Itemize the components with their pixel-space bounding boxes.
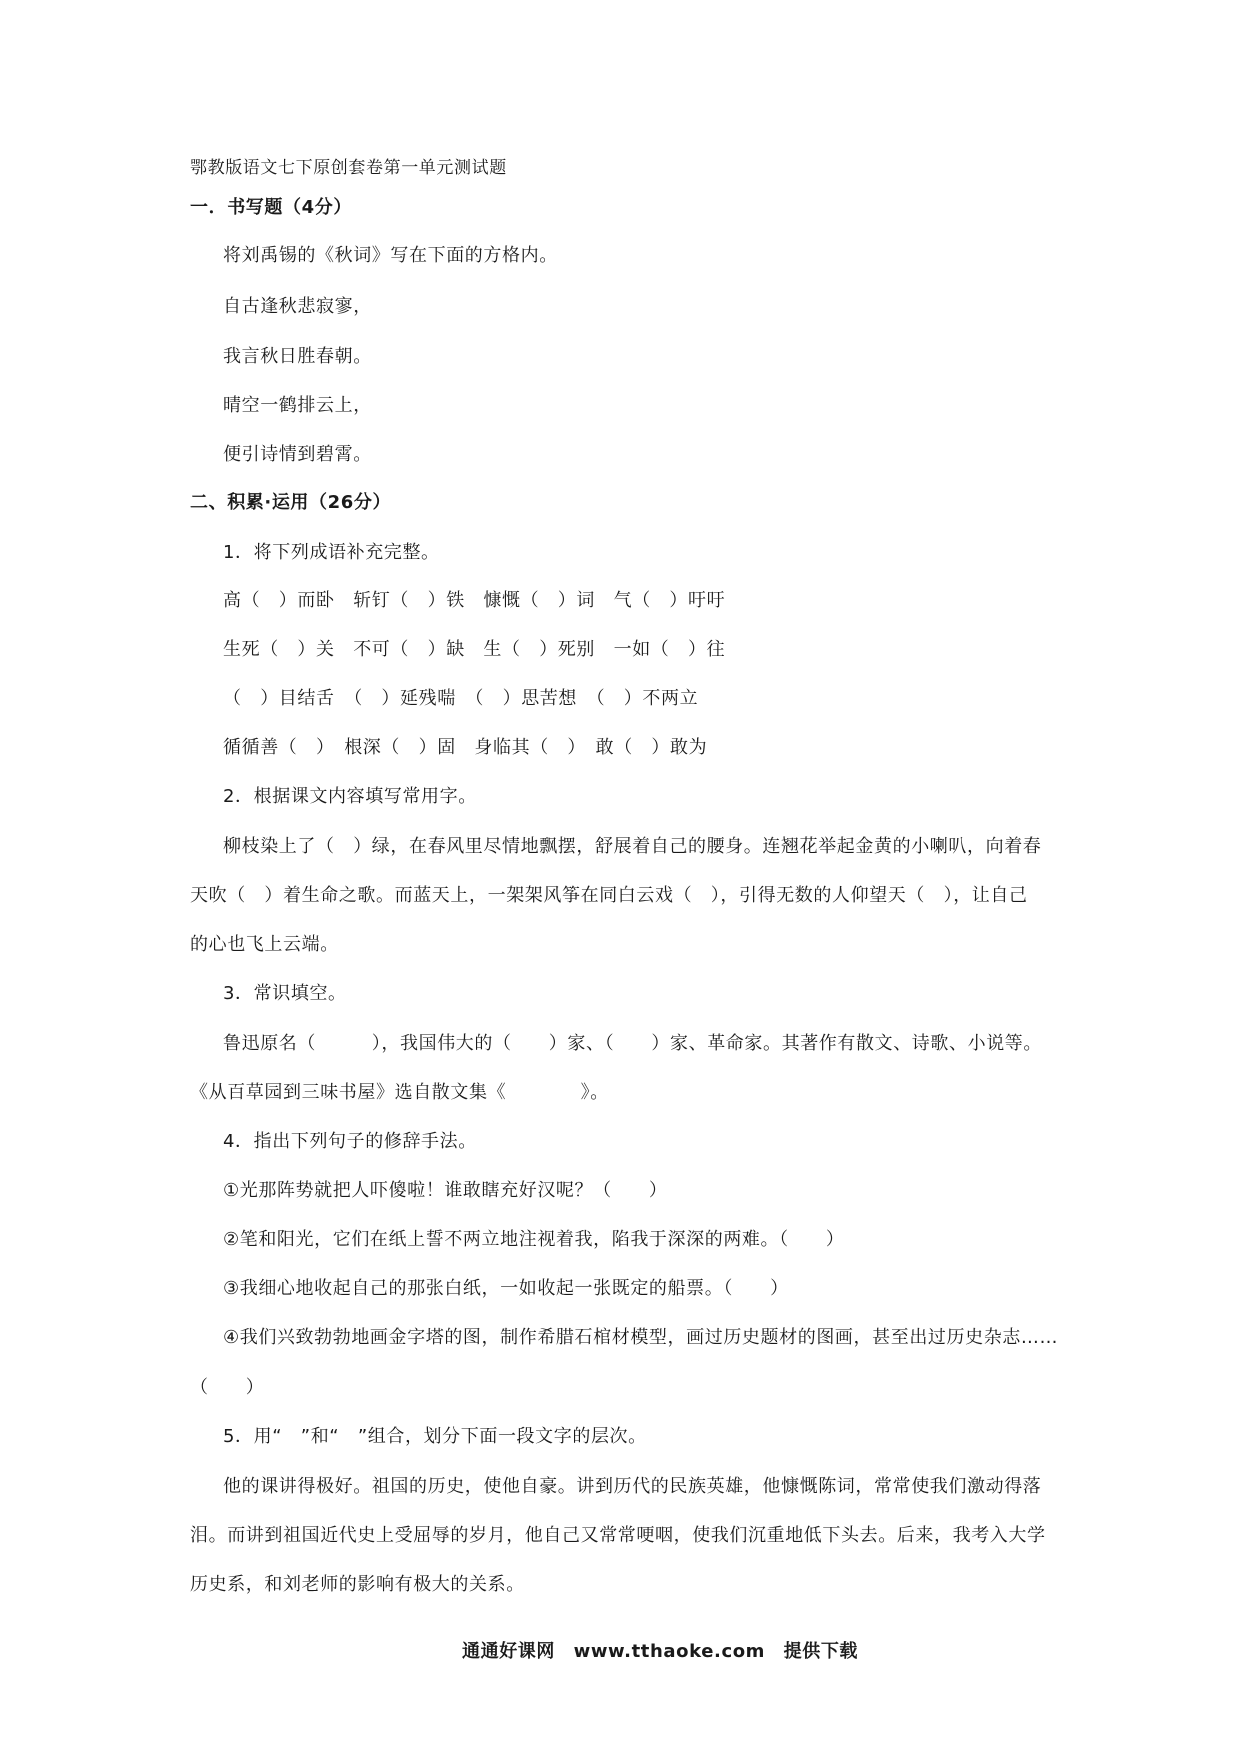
q4-item: ①光那阵势就把人吓傻啦！谁敢瞎充好汉呢？（ ） — [223, 1180, 668, 1201]
poem-line: 便引诗情到碧霄。 — [223, 444, 372, 465]
document-title: 鄂教版语文七下原创套卷第一单元测试题 — [190, 158, 507, 178]
poem-line: 我言秋日胜春朝。 — [223, 346, 372, 367]
q3-line: 《从百草园到三味书屋》选自散文集《 》。 — [190, 1082, 609, 1103]
q5-line: 泪。而讲到祖国近代史上受屈辱的岁月，他自己又常常哽咽，使我们沉重地低下头去。后来，我考入大学 — [190, 1525, 1046, 1546]
q2-line: 的心也飞上云端。 — [190, 934, 339, 955]
q4-item: ②笔和阳光，它们在纸上誓不两立地注视着我，陷我于深深的两难。（ ） — [223, 1229, 845, 1250]
q1-prompt: 1．将下列成语补充完整。 — [223, 542, 440, 563]
q2-line: 柳枝染上了（ ）绿，在春风里尽情地飘摆，舒展着自己的腰身。连翘花举起金黄的小喇叭，向着春 — [223, 836, 1042, 857]
poem-line: 晴空一鹤排云上， — [223, 395, 372, 416]
q4-item: （ ） — [190, 1377, 265, 1398]
idiom-row: 生死（ ）关 不可（ ）缺 生（ ）死别 一如（ ）往 — [223, 639, 726, 660]
page-footer: 通通好课网 www.tthaoke.com 提供下载 — [462, 1641, 859, 1662]
q4-item: ④我们兴致勃勃地画金字塔的图，制作希腊石棺材模型，画过历史题材的图画，甚至出过历史杂志…… — [223, 1327, 1059, 1348]
q5-line: 历史系，和刘老师的影响有极大的关系。 — [190, 1574, 525, 1595]
idiom-row: 高（ ）而卧 斩钉（ ）铁 慷慨（ ）词 气（ ）吁吁 — [223, 590, 726, 611]
q5-line: 他的课讲得极好。祖国的历史，使他自豪。讲到历代的民族英雄，他慷慨陈词，常常使我们激动得落 — [223, 1476, 1042, 1497]
q5-prompt: 5．用“ ”和“ ”组合，划分下面一段文字的层次。 — [223, 1426, 647, 1447]
q2-line: 天吹（ ）着生命之歌。而蓝天上，一架架风筝在同白云戏（ ），引得无数的人仰望天（ ），让自己 — [190, 885, 1028, 906]
section1-instruction: 将刘禹锡的《秋词》写在下面的方格内。 — [223, 245, 558, 266]
q3-line: 鲁迅原名（ ），我国伟大的（ ）家、（ ）家、革命家。其著作有散文、诗歌、小说等。 — [223, 1033, 1042, 1054]
q3-prompt: 3．常识填空。 — [223, 983, 347, 1004]
q4-prompt: 4．指出下列句子的修辞手法。 — [223, 1131, 477, 1152]
section1-heading: 一．书写题（4分） — [190, 197, 352, 218]
idiom-row: （ ）目结舌 （ ）延残喘 （ ）思苦想 （ ）不两立 — [223, 688, 699, 709]
q2-prompt: 2．根据课文内容填写常用字。 — [223, 786, 477, 807]
q4-item: ③我细心地收起自己的那张白纸，一如收起一张既定的船票。（ ） — [223, 1278, 789, 1299]
section2-heading: 二、积累·运用（26分） — [190, 492, 392, 513]
poem-line: 自古逢秋悲寂寥， — [223, 296, 372, 317]
idiom-row: 循循善（ ） 根深（ ）固 身临其（ ） 敢（ ）敢为 — [223, 737, 708, 758]
